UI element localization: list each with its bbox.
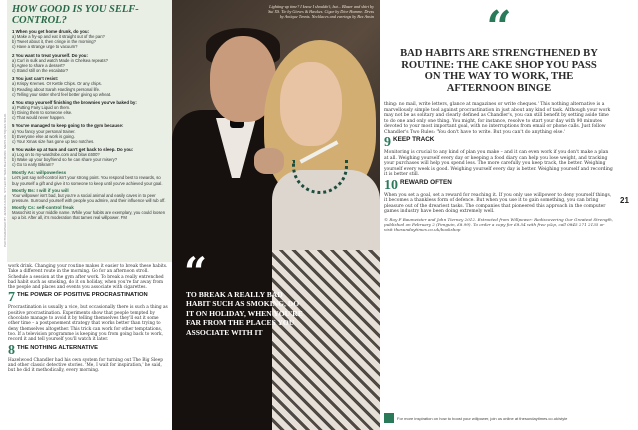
answer-option: b) Agree to share a dessert? [12,62,65,68]
photo-pull-quote: TO BREAK A REALLY BAD HABIT SUCH AS SMOKING, DO IT ON HOLIDAY, WHEN YOU'RE FAR FROM THE PLACES YOU ASSOCIATE WITH IT [186,290,303,337]
right-body [384,102,614,232]
question-text: 1 When you get home drunk, do you: [12,29,90,34]
quiz-panel [7,0,172,262]
answer-option: b) Reading about Sarah Harding's personal life. [12,86,101,92]
section-title: REWARD OFTEN [400,178,452,186]
answer-option: a) Curl in sulk and watch Made in Chelsea repeats? [12,57,108,63]
section-number: 10 [384,177,398,193]
page-number: 21 [620,196,629,205]
answer-option: b) Giving them to someone else. [12,110,73,116]
question-text: 5 You've managed to keep going to the gym because: [12,123,124,129]
result-heading: Mostly As: willpowerless [12,170,67,176]
section-title: THE POWER OF POSITIVE PROCRASTINATION [17,292,148,299]
answer-option: c) That would never happen. [12,115,65,121]
section-heading [8,342,168,358]
answer-option: c) Go to early Bikram? [12,162,54,168]
answer-option: c) Your Xmas size has gone up two notches. [12,138,95,144]
left-article [8,264,168,375]
quote-mark-icon: “ [184,249,208,296]
answer-option: c) Telling your sister she'd feel better giving up wheat. [12,91,112,97]
answer-option: a) You fancy your personal trainer. [12,128,76,134]
section-heading [384,137,614,149]
footer-bar [384,413,614,423]
result-body: Let's just say self-control isn't your strong point. You respond best to rewards, so buy yourself a gift and give it to someone to keep until you've achieved your goal. [12,175,163,186]
side-credit-text: PHOTOGRAPHED BY JESSICA KANE. STYLED BY TERA BLEYMANN. MEN'S ANTIQUES SOHO. [3,113,7,247]
result-heading: Mostly Cs: self-control freak [12,204,74,210]
answer-option: b) Everyone else at work is going. [12,133,75,139]
quiz-question [12,100,167,121]
dress-pattern [272,250,380,430]
quiz-question [12,76,167,97]
section-number: 9 [384,135,391,151]
right-lead: thing: no mail, write letters, glance at magazines or write cheques.' This nothing alternative is a marvellously simple tool against procrastination in just about any kind of task. Although your work may not be as solitary and clearly defined as Chandler's, you can still benefit by setting aside time to do one and only one thing. You might, for instance, resolve to start your day with 90 minutes devoted to your most important goal, with no interruptions from email or phone calls. Just follow Chandler's Two Rules: 'You don't have to write. But you can't do anything else.' [384,102,611,135]
answer-option: a) Log on to my-wardrobe.com and blow £600? [12,152,100,158]
footer-text: For more inspiration on how to boost your willpower, join us online at thesundaytimes.co.uk/style [397,415,568,421]
headline-quote-icon: “ [486,2,512,53]
section-body: Procrastination is usually a vice, but occasionally there is such a thing as positive procrastination. Experiments show that people tempted by chocolate manage to avoid it by telling themselves they'll eat it some other time – a postponement strategy that works better than trying to deny themselves altogether. This trick can work for other temptations, too. If a television programme is keeping you from going back to work, record it and tell yourself you'll watch it later. [8,305,168,343]
woman-face [280,62,342,146]
question-text: 6 You wake up at 5am and can't get back to sleep. Do you: [12,146,134,152]
left-sections [8,292,168,373]
question-text: 2 You want to treat yourself. Do you: [12,52,88,58]
section-body: Monitoring is crucial to any kind of plan you make – and it can even work if you don't make a plan at all. Weighing yourself every day or keeping a food diary can help you lose weight, and tracking your purchases will help you spend less. The more carefully you keep track, the better. Weighing yourself every week is good. Weighing yourself every day is better. Weighing yourself and recording it is better still. [384,150,613,178]
result-heading: Mostly Bs: I will if you will [12,187,69,193]
result-body: Your willpower isn't bad, but you're a social animal and easily caves in to peer pressure. Surround yourself with people you admire, and their influence will rub off. [12,192,166,203]
section-number: 8 [8,342,15,358]
quiz-question [12,123,167,144]
side-credit [0,0,7,262]
section-body: When you set a goal, set a reward for reaching it. If you only use willpower to deny yourself things, it becomes a thankless form of defence. But when you use it to gain something, you can bring pleasure out of the dreariest tasks. The companies that pioneered this approach in the computer games industry have been doing extremely well. [384,192,612,215]
section-heading [8,292,168,304]
section-heading [384,177,614,193]
answer-option: b) Tweet about it, then cringe in the morning? [12,39,96,45]
answer-option: a) Make a fry-up and eat it straight out of the pan? [12,34,105,40]
answer-option: a) Krispy Kremes. Or Kettle Chips. Or any chips. [12,81,102,87]
section-title: KEEP TRACK [393,136,435,144]
section-number: 7 [8,290,15,306]
logo-icon [384,413,394,423]
question-text: 3 You just can't resist: [12,76,59,82]
quiz-results [12,170,167,220]
quiz-question [12,53,167,74]
right-article [384,0,614,234]
result-body: Masochist is your middle name. While your habits are exemplary, you could loosen up a bit. After all, it's moderation that tames real willpower. FM [12,209,166,220]
answer-option: a) Putting Fairy Liquid on them. [12,105,71,111]
answer-option: c) Stand still on the escalator? [12,68,69,74]
left-intro: work drink. Changing your routine makes it easier to break these habits. Take a different route in the morning. Go for an afternoon stroll. Schedule a session at the gym after work. To break a really entrenched bad habit such as smoking, do it on holiday, when you're far away from the people and places and events you associate with cigarettes. [8,264,168,291]
answer-option: b) Wake up your boyfriend so he can share your misery? [12,157,118,163]
right-sections [384,137,614,215]
headline: BAD HABITS ARE STRENGTHENED BY ROUTINE: THE CAKE SHOP YOU PASS ON THE WAY TO WORK, THE AFTERNOON BINGE [400,48,598,94]
hand [254,148,284,174]
quiz-question [12,29,167,50]
fashion-photo [172,0,380,430]
quiz-questions [12,29,167,167]
photo-caption: Lighting-up time? I know I shouldn't, but... Blazer and shirt by Sui XS. Tie by Gieves & Hawkes. Cigar by Dior Homme. Dress by Antique Tennis. Necklaces and earrings by Bex Ansin [268,4,374,20]
answer-option: c) Have a strange urge to vacuum? [12,44,78,50]
section-body: Hazelwood Chandler had his own system for turning out The Big Sleep and other classic detective stories. 'Me, I wait for inspiration,' he said, but he did it methodically, every morning. [8,357,163,374]
quiz-title: HOW GOOD IS YOU SELF-CONTROL? [12,4,139,26]
quiz-question [12,147,167,168]
question-text: 4 You stop yourself finishing the brownies you've baked by: [12,99,137,105]
book-credits: © Roy F Baumeister and John Tierney 2012. Extracted from Willpower: Rediscovering Our Greatest Strength, published on February 2 (Penguin, £8.99). To order a copy for £8.54 with free p&p, call 0845 271 2135 or visit thesundaytimes.co.uk/bookshop [384,216,614,232]
section-title: THE NOTHING ALTERNATIVE [17,344,99,351]
